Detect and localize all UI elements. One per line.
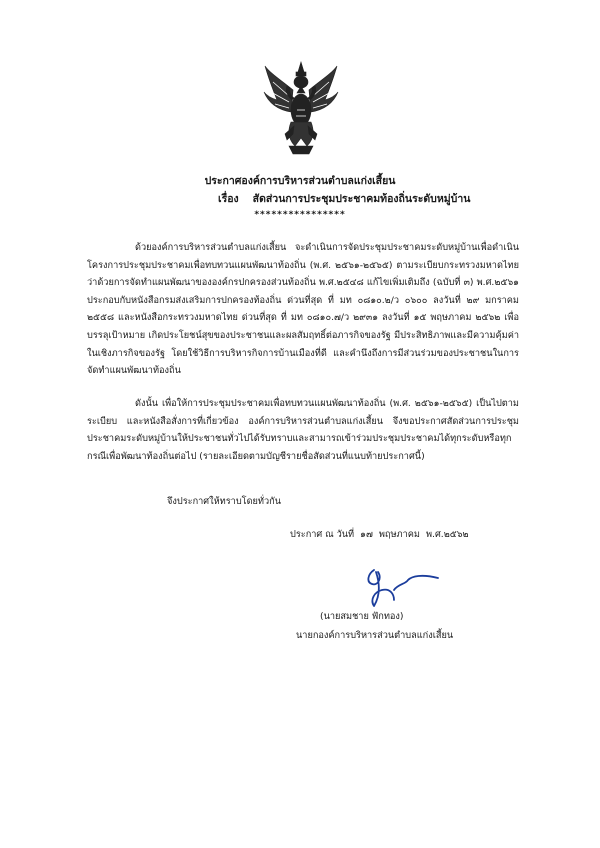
date-prefix: ประกาศ ณ วันที่ — [290, 529, 355, 540]
subject-text: สัดส่วนการประชุมประชาคมท้องถิ่นระดับหมู่บ้าน — [252, 193, 471, 205]
signatory-name: (นายสมชาย ฟักทอง) — [320, 611, 404, 622]
heading-separator: **************** — [254, 210, 346, 220]
date-day: ๑๗ — [360, 529, 373, 540]
body-paragraph-1 — [87, 239, 519, 380]
handwritten-signature — [360, 560, 440, 615]
paragraph-2-text: ดังนั้น เพื่อให้การประชุมประชาคมเพื่อทบทวนแผนพัฒนาท้องถิ่น (พ.ศ. ๒๕๖๑-๒๕๖๕) เป็นไปตามระเบียบ และหนังสือสั่งการที่เกี่ยวข้อง องค์การบริหารส่วนตำบลแก่งเสี้ยน จึงขอประกาศสัดส่วนการประชุมประชาคมระดับหมู่บ้านให้ประชาชนทั่วไปได้รับทราบและสามารถเข้าร่วมประชุมประชาคมได้ทุกระดับหรือทุกกรณีเพื่อพัฒนาท้องถิ่นต่อไป (รายละเอียดตามบัญชีรายชื่อสัดส่วนที่แนบท้ายประกาศนี้) — [87, 398, 519, 462]
signatory-position: นายกองค์การบริหารส่วนตำบลแก่งเสี้ยน — [296, 630, 454, 641]
date-year: พ.ศ.๒๕๖๒ — [425, 529, 469, 540]
body-paragraph-2 — [87, 395, 519, 465]
paragraph-1-text: ด้วยองค์การบริหารส่วนตำบลแก่งเสี้ยน จะดำเนินการจัดประชุมประชาคมระดับหมู่บ้านเพื่อดำเนินโครงการประชุมประชาคมเพื่อทบทวนแผนพัฒนาท้องถิ่น (พ.ศ. ๒๕๖๑-๒๕๖๕) ตามระเบียบกระทรวงมหาดไทยว่าด้วยการจัดทำแผนพัฒนาขององค์กรปกครองส่วนท้องถิ่น พ.ศ.๒๕๔๘ แก้ไขเพิ่มเติมถึง (ฉบับที่ ๓) พ.ศ.๒๕๖๑ ประกอบกับหนังสือกรมส่งเสริมการปกครองท้องถิ่น ด่วนที่สุด ที่ มท ๐๘๑๐.๒/ว ๐๖๐๐ ลงวันที่ ๒๙ มกราคม ๒๕๕๘ และหนังสือกระทรวงมหาดไทย ด่วนที่สุด ที่ มท ๐๘๑๐.๗/ว ๒๙๓๑ ลงวันที่ ๑๕ พฤษภาคม ๒๕๖๒ เพื่อบรรลุเป้าหมาย เกิดประโยชน์สุขของประชาชนและผลสัมฤทธิ์ต่อภารกิจของรัฐ มีประสิทธิภาพและมีความคุ้มค่าในเชิงภารกิจของรัฐ โดยใช้วิธีการบริหารกิจการบ้านเมืองที่ดี และคำนึงถึงการมีส่วนร่วมของประชาชนในการจัดทำแผนพัฒนาท้องถิ่น — [87, 242, 519, 377]
notice-line: จึงประกาศให้ทราบโดยทั่วกัน — [167, 496, 281, 507]
announcement-date — [290, 527, 475, 542]
announcement-subject — [218, 190, 470, 207]
announcement-title: ประกาศองค์การบริหารส่วนตำบลแก่งเสี้ยน — [204, 175, 396, 187]
garuda-emblem-icon — [263, 60, 339, 156]
subject-label: เรื่อง — [218, 193, 239, 205]
date-month: พฤษภาคม — [378, 529, 420, 540]
